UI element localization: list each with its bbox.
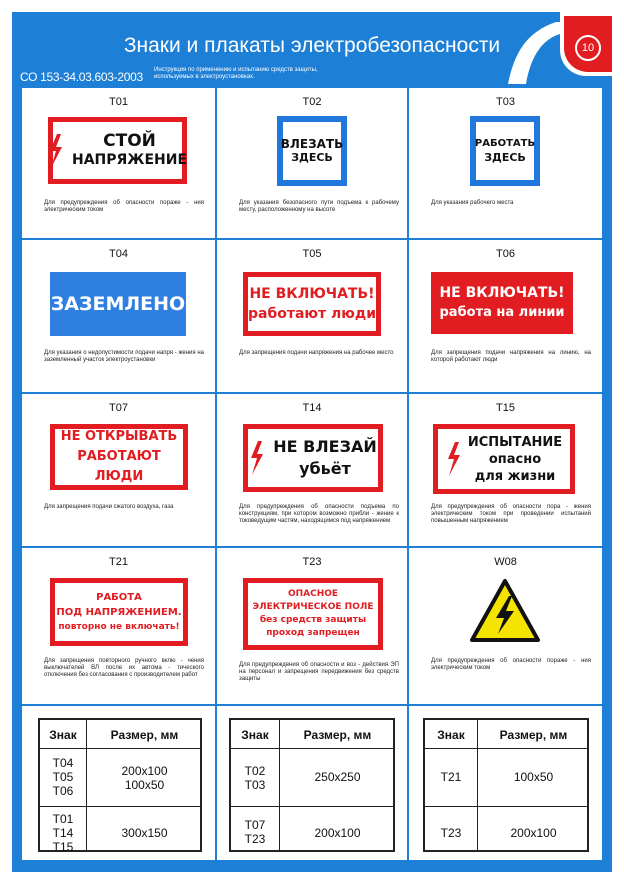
sign-code: Т23 xyxy=(302,556,322,568)
sign-caption: Для предупреждения об опасности пораже - ния электрическим током xyxy=(431,658,591,672)
sign-code: Т05 xyxy=(302,248,322,260)
lightning-icon xyxy=(446,442,462,476)
size-table-1: Знак Размер, мм Т04 Т05 Т06 200x100 100x50 Т01 Т14 Т15 300x150 xyxy=(38,718,202,852)
sign-cell-t03 xyxy=(409,88,602,238)
lightning-icon xyxy=(48,134,64,168)
poster xyxy=(12,12,612,872)
sign-code: Т07 xyxy=(109,402,128,414)
sign-caption: Для запрещения подачи напряжения на линию, на которой работают люди xyxy=(431,350,591,364)
sign-t23: ОПАСНОЕ ЭЛЕКТРИЧЕСКОЕ ПОЛЕ без средств защиты проход запрещен xyxy=(243,578,383,650)
warning-triangle-icon xyxy=(469,578,541,644)
sign-t15: ИСПЫТАНИЕ опасно для жизни xyxy=(433,424,575,494)
sign-t14: НЕ ВЛЕЗАЙ убьёт xyxy=(243,424,383,492)
sign-caption: Для предупреждения об опасности и воз - действия ЭП на персонал и запрещения передвижения без средств защиты xyxy=(239,662,399,683)
sign-t05: НЕ ВКЛЮЧАТЬ! работают люди xyxy=(243,272,381,336)
sign-code: Т14 xyxy=(302,402,322,414)
sign-t21: РАБОТА ПОД НАПРЯЖЕНИЕМ. повторно не включать! xyxy=(50,578,188,646)
table-row: Т02 Т03 xyxy=(244,764,266,792)
sign-caption: Для запрещения подачи сжатого воздуха, газа xyxy=(44,504,174,510)
sign-caption: Для предупреждения об опасности пораже - ния электрическим током xyxy=(44,200,204,214)
sign-caption: Для запрещения повторного ручного вклю - чения выключателей ВЛ после их автома - тического отключения без согласования с производителем работ xyxy=(44,658,204,679)
sign-cell-t01 xyxy=(22,88,215,238)
document-code: СО 153-34.03.603-2003 xyxy=(20,70,143,84)
table-panel xyxy=(22,706,215,860)
sign-code: Т02 xyxy=(302,96,322,108)
sign-t02: ВЛЕЗАТЬ ЗДЕСЬ xyxy=(277,116,347,186)
lightning-icon xyxy=(249,441,265,475)
sign-cell-t15 xyxy=(409,394,602,546)
sign-t06: НЕ ВКЛЮЧАТЬ! работа на линии xyxy=(431,272,573,334)
sign-code: Т06 xyxy=(496,248,515,260)
sign-code: W08 xyxy=(494,556,517,568)
sign-code: Т01 xyxy=(109,96,128,108)
sign-cell-w08 xyxy=(409,548,602,704)
sign-t07: НЕ ОТКРЫВАТЬ РАБОТАЮТ ЛЮДИ xyxy=(50,424,188,490)
sign-cell-t21 xyxy=(22,548,215,704)
sign-cell-t05 xyxy=(217,240,407,392)
sign-caption: Для указания рабочего места xyxy=(431,200,514,206)
sign-t04: ЗАЗЕМЛЕНО xyxy=(50,272,186,336)
sign-code: Т15 xyxy=(496,402,515,414)
sign-cell-t02 xyxy=(217,88,407,238)
sign-caption: Для указания о недопустимости подачи напря - жения на заземленный участок электроустановки xyxy=(44,350,204,364)
sign-t03: РАБОТАТЬ ЗДЕСЬ xyxy=(470,116,540,186)
table-row: Т07 Т23 xyxy=(244,818,266,846)
table-panel xyxy=(409,706,602,860)
size-table-2: Знак Размер, мм Т02 Т03 250x250 Т07 Т23 200x100 xyxy=(229,718,395,852)
sign-caption: Для предупреждения об опасности пора - жения электрическим током при проведении испытаний повышенным напряжением xyxy=(431,504,591,525)
sign-cell-t23 xyxy=(217,548,407,704)
table-row: Т21 xyxy=(440,770,462,784)
table-row: Т01 Т14 Т15 xyxy=(52,812,74,854)
page-number: 10 xyxy=(575,35,601,61)
sign-code: Т04 xyxy=(109,248,128,260)
table-row: Т04 Т05 Т06 xyxy=(52,756,74,798)
table-row: Т23 xyxy=(440,826,462,840)
sign-code: Т21 xyxy=(109,556,128,568)
sign-cell-t07 xyxy=(22,394,215,546)
size-table-3: Знак Размер, мм Т21 100x50 Т23 200x100 xyxy=(423,718,589,852)
sign-cell-t06 xyxy=(409,240,602,392)
sign-code: Т03 xyxy=(496,96,515,108)
table-panel xyxy=(217,706,407,860)
document-description: Инструкция по применению и испытанию средств защиты, используемых в электроустановках. xyxy=(154,67,318,80)
sign-cell-t14 xyxy=(217,394,407,546)
sign-caption: Для предупреждения об опасности подъема по конструкциям, при котором возможно прибли - жение к токоведущим частям, находящимся под напряжением xyxy=(239,504,399,525)
sign-caption: Для указания безопасного пути подъема к рабочему месту, расположенному на высоте xyxy=(239,200,399,214)
page-title: Знаки и плакаты электробезопасности xyxy=(123,34,501,57)
sign-cell-t04 xyxy=(22,240,215,392)
sign-t01: СТОЙ НАПРЯЖЕНИЕ xyxy=(48,117,187,184)
sign-caption: Для запрещения подачи напряжения на рабочее место xyxy=(239,350,394,356)
